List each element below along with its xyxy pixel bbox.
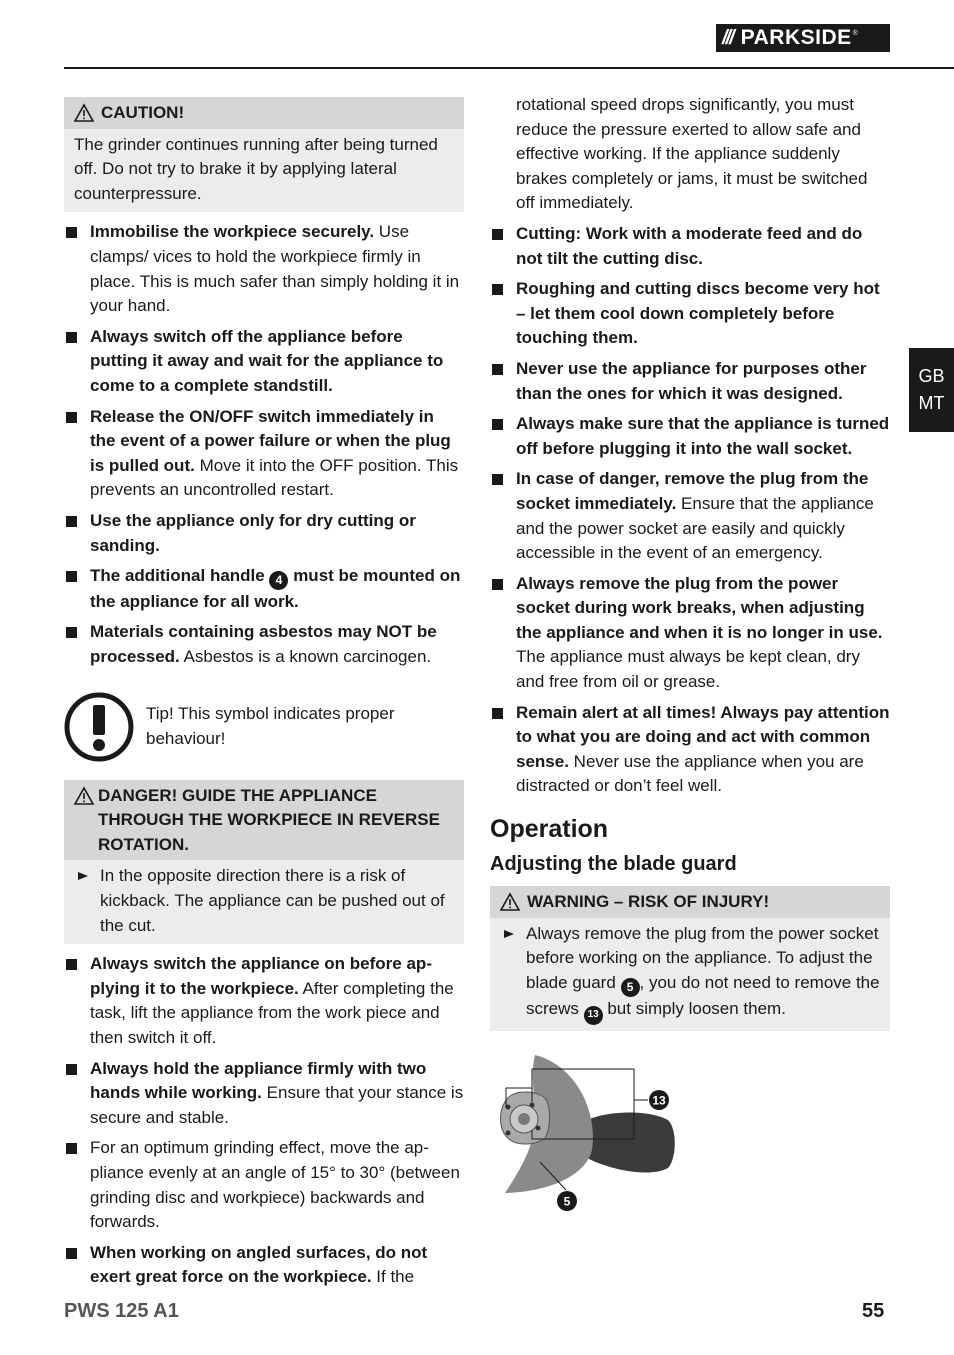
language-tab (909, 348, 954, 432)
bullet-square-icon (66, 1248, 77, 1259)
arrow-right-icon (78, 872, 88, 880)
continuation-text: rotational speed drops significantly, you must reduce the pressure exerted to allow safe and effective working. If the appliance suddenly brakes completely or jams, it must be switched off immediately. (516, 95, 868, 213)
bullet-square-icon (66, 571, 77, 582)
language-mt: MT (918, 393, 945, 413)
bullet-square-icon (66, 412, 77, 423)
list-item: When working on angled surfaces, do not exert great force on the workpiece. If the (64, 1241, 464, 1290)
list-item: Always switch the appliance on before applying it to the workpiece. After completing the task, lift the appliance from the work piece and then switch it off. (64, 952, 464, 1050)
list-item: Always switch off the appliance before putting it away and wait for the appliance to come to a complete standstill. (64, 325, 464, 399)
list-item: In case of danger, remove the plug from the socket immediately. Ensure that the appliance and the power socket are easily and quickly accessible in the event of an emergency. (490, 467, 890, 565)
language-gb: GB (918, 366, 945, 386)
screw-shape (530, 1103, 535, 1108)
warning-box (490, 886, 890, 1030)
bullet-square-icon (66, 959, 77, 970)
parkside-logo (716, 24, 890, 52)
caution-title: CAUTION! (101, 103, 185, 122)
page-number: 55 (862, 1300, 885, 1322)
list-item: Cutting: Work with a moderate feed and do not tilt the cutting disc. (490, 222, 890, 271)
list-item: Remain alert at all times! Always pay attention to what you are doing and act with common sense. Never use the appliance when you are distracted or don’t feel well. (490, 701, 890, 799)
warning-icon (74, 787, 94, 805)
bullet-square-icon (492, 708, 503, 719)
spindle-nut-shape (518, 1113, 530, 1125)
screw-shape (536, 1126, 541, 1131)
right-column (490, 93, 890, 1039)
logo-slashes: /// (722, 26, 733, 49)
bullet-square-icon (492, 474, 503, 485)
bullet-square-icon (66, 516, 77, 527)
arrow-right-icon (504, 930, 514, 938)
danger-list-item: In the opposite direction there is a risk of kickback. The appliance can be pushed out of the cut. (74, 864, 454, 938)
bullet-square-icon (66, 332, 77, 343)
bullet-square-icon (66, 1064, 77, 1075)
list-item: Always hold the appliance firmly with two hands while working. Ensure that your stance is secure and stable. (64, 1057, 464, 1131)
danger-box (64, 780, 464, 945)
list-item: Always remove the plug from the power socket during work breaks, when adjusting the appliance and when it is no longer in use. The appliance must always be kept clean, dry and free from oil or grease. (490, 572, 890, 695)
left-column (64, 97, 464, 1296)
logo-registered: ® (852, 29, 858, 37)
grinder-handle-shape (587, 1113, 675, 1173)
callout-5-label: 5 (563, 1194, 571, 1209)
caution-box (64, 97, 464, 212)
list-item: Materials containing asbestos may NOT be processed. Asbestos is a known carcinogen. (64, 620, 464, 669)
bullet-square-icon (66, 227, 77, 238)
bullet-square-icon (492, 284, 503, 295)
bullet-square-icon (492, 419, 503, 430)
list-item: For an optimum grinding effect, move the appliance evenly at an angle of 15° to 30° (between grinding disc and workpiece) backwards and forwards. (64, 1136, 464, 1234)
warning-title: WARNING – RISK OF INJURY! (527, 892, 770, 912)
warning-list-item: Always remove the plug from the power socket before working on the appliance. To adjust the blade guard 5 , you do not need to remove the screws 13 but simply loosen them. (500, 922, 880, 1025)
list-item: Roughing and cutting discs become very hot – let them cool down completely before touching them. (490, 277, 890, 351)
model-number: PWS 125 A1 (64, 1300, 179, 1322)
bullet-square-icon (66, 1143, 77, 1154)
danger-title: DANGER! GUIDE THE APPLIANCE THROUGH THE WORKPIECE IN REVERSE ROTATION. (98, 785, 440, 854)
list-item: The additional handle 4 must be mounted on the appliance for all work. (64, 564, 464, 614)
bullet-square-icon (492, 229, 503, 240)
bullet-square-icon (492, 364, 503, 375)
warning-icon (74, 104, 94, 122)
list-item: Never use the appliance for purposes other than the ones for which it was designed. (490, 357, 890, 406)
callout-number-icon: 4 (269, 571, 288, 590)
tip-text: Tip! This symbol indicates proper behaviour! (146, 704, 395, 748)
section-heading: Operation (490, 815, 609, 844)
caution-text: The grinder continues running after being turned off. Do not try to brake it by applying lateral counterpressure. (74, 134, 438, 203)
warning-icon (500, 893, 520, 911)
tip-block (64, 692, 464, 762)
warning-header (490, 886, 890, 918)
bullet-square-icon (492, 579, 503, 590)
list-item: Use the appliance only for dry cutting or sanding. (64, 509, 464, 558)
list-item: Release the ON/OFF switch immediately in the event of a power failure or when the plug is pulled out. Move it into the OFF position. This prevents an uncontrolled restart. (64, 405, 464, 503)
logo-text: PARKSIDE (740, 26, 852, 49)
header-rule (64, 67, 954, 69)
caution-header (64, 97, 464, 129)
grinder-illustration (490, 1050, 680, 1209)
callout-number-icon: 13 (584, 1006, 603, 1025)
list-item: Always make sure that the appliance is turned off before plugging it into the wall socket. (490, 412, 890, 461)
callout-13-label: 13 (652, 1093, 666, 1108)
list-item: Immobilise the workpiece securely. Use clamps/ vices to hold the workpiece firmly in place. This is much safer than simply holding it in your hand. (64, 220, 464, 318)
screw-shape (506, 1131, 511, 1136)
bullet-square-icon (66, 627, 77, 638)
danger-header (64, 780, 464, 861)
callout-number-icon: 5 (621, 978, 640, 997)
exclamation-circle-icon (64, 692, 134, 762)
subsection-heading: Adjusting the blade guard (490, 852, 737, 875)
